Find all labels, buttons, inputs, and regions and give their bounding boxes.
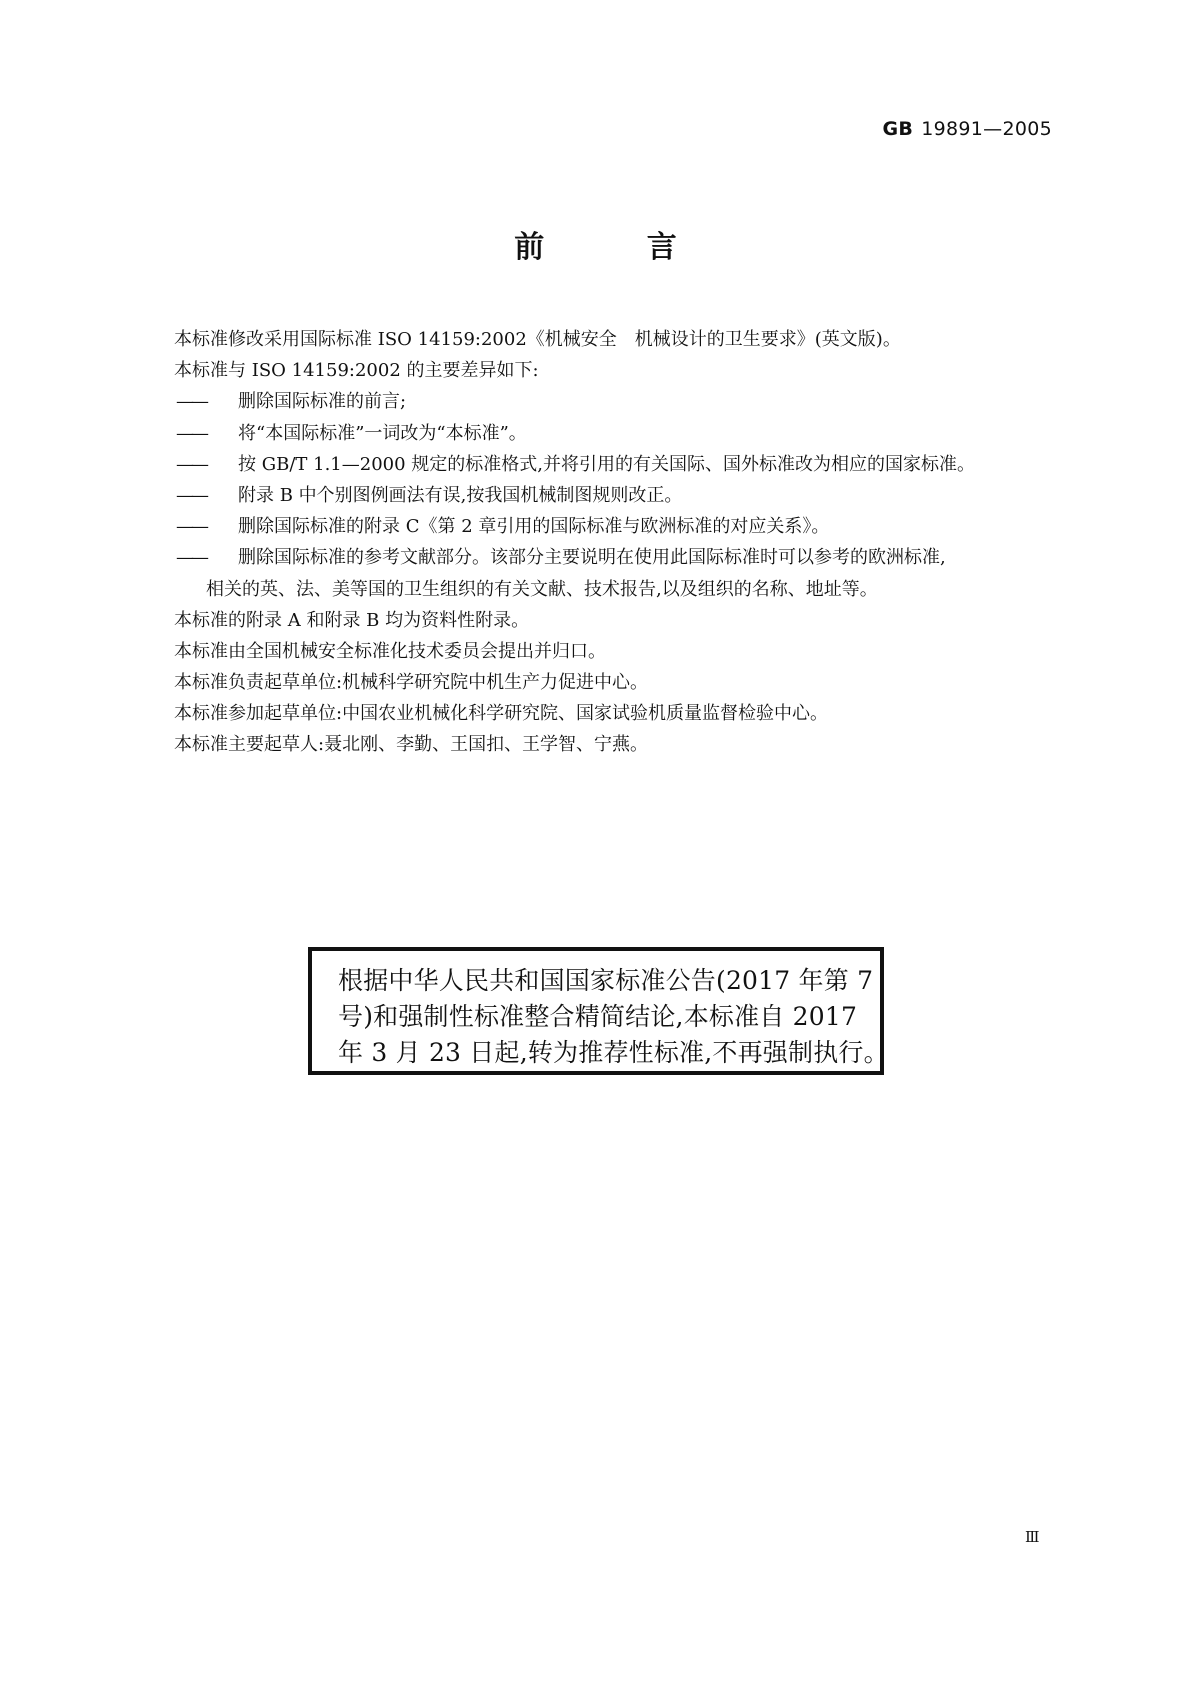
dash-marker: —— [176, 484, 206, 506]
list-item-text: 删除国际标准的参考文献部分。该部分主要说明在使用此国际标准时可以参考的欧洲标准, [238, 547, 946, 569]
foreword-body [174, 324, 1054, 761]
list-item-text: 删除国际标准的附录 C《第 2 章引用的国际标准与欧洲标准的对应关系》。 [238, 516, 830, 538]
list-item-text: 附录 B 中个别图例画法有误,按我国机械制图规则改正。 [238, 484, 683, 506]
standard-code-prefix: GB [882, 118, 914, 140]
list-item [174, 511, 1054, 542]
list-item [174, 480, 1054, 511]
paragraph-responsible-unit: 本标准负责起草单位:机械科学研究院中机生产力促进中心。 [174, 672, 649, 694]
list-item-text: 删除国际标准的前言; [238, 391, 407, 413]
notice-line: 根据中华人民共和国国家标准公告(2017 年第 7 [338, 966, 874, 995]
dash-marker: —— [176, 391, 206, 413]
list-item-text: 将“本国际标准”一词改为“本标准”。 [238, 422, 527, 444]
list-item [174, 386, 1054, 417]
notice-line: 号)和强制性标准整合精简结论,本标准自 2017 [338, 1002, 858, 1031]
list-item-continuation: 相关的英、法、美等国的卫生组织的有关文献、技术报告,以及组织的名称、地址等。 [206, 578, 878, 600]
standard-code [883, 118, 1052, 140]
list-item [174, 542, 1054, 573]
paragraph-differences-intro: 本标准与 ISO 14159:2002 的主要差异如下: [174, 360, 539, 382]
page-title: 前 言 [514, 230, 723, 265]
paragraph-proposer: 本标准由全国机械安全标准化技术委员会提出并归口。 [174, 640, 606, 662]
dash-marker: —— [176, 516, 206, 538]
list-item [174, 418, 1054, 449]
standard-code-number: 19891—2005 [921, 118, 1052, 140]
paragraph-participating-units: 本标准参加起草单位:中国农业机械化科学研究院、国家试验机质量监督检验中心。 [174, 703, 829, 725]
status-notice-box [308, 947, 889, 1075]
list-item-text: 按 GB/T 1.1—2000 规定的标准格式,并将引用的有关国际、国外标准改为相应的国家标准。 [238, 453, 975, 475]
dash-marker: —— [176, 547, 206, 569]
notice-line: 年 3 月 23 日起,转为推荐性标准,不再强制执行。 [338, 1038, 889, 1067]
dash-marker: —— [176, 422, 206, 444]
list-item [174, 449, 1054, 480]
dash-marker: —— [176, 453, 206, 475]
paragraph-drafters: 本标准主要起草人:聂北刚、李勤、王国扣、王学智、宁燕。 [174, 734, 649, 756]
paragraph-annexes: 本标准的附录 A 和附录 B 均为资料性附录。 [174, 609, 530, 631]
paragraph-adoption: 本标准修改采用国际标准 ISO 14159:2002《机械安全 机械设计的卫生要求》(英文版)。 [174, 329, 901, 350]
page-number: Ⅲ [1025, 1528, 1040, 1546]
